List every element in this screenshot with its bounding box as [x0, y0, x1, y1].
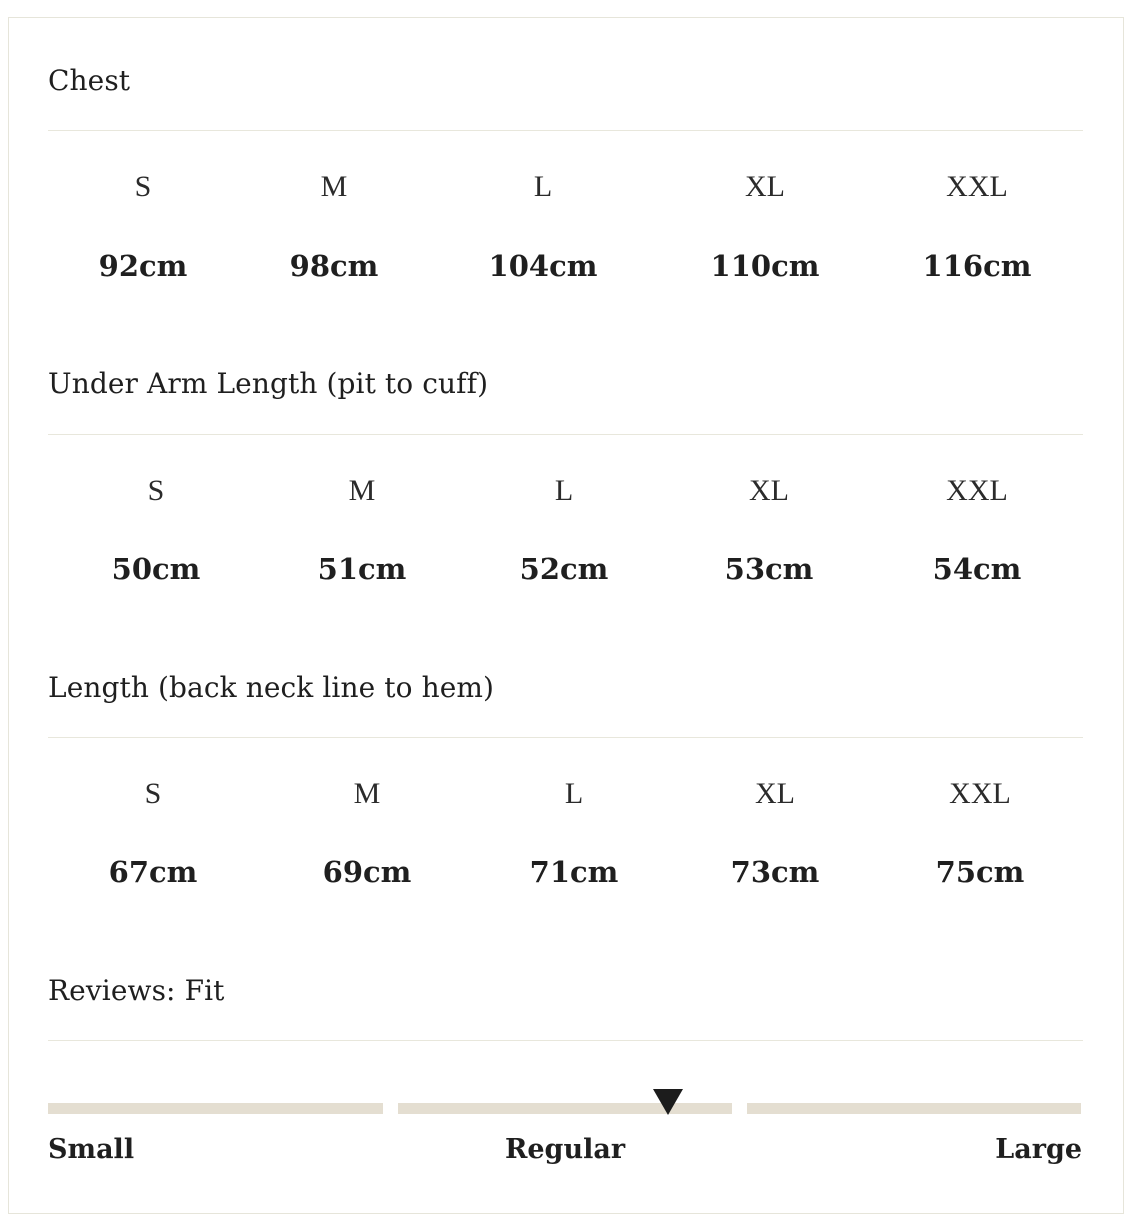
size-label-s: S — [134, 170, 152, 203]
size-label-l: L — [564, 777, 584, 810]
size-value-l: 52cm — [519, 552, 609, 586]
size-label-xxl: XXL — [946, 474, 1008, 507]
arm-size-values — [48, 552, 1083, 586]
length-title: Length (back neck line to hem) — [48, 671, 495, 704]
chest-section — [48, 64, 1083, 97]
size-label-xl: XL — [749, 474, 789, 507]
arm-size-labels — [48, 474, 1083, 507]
length-size-values — [48, 855, 1083, 889]
size-value-m: 69cm — [322, 855, 412, 889]
size-label-xxl: XXL — [949, 777, 1011, 810]
fit-label-small: Small — [48, 1134, 135, 1165]
fit-label-regular: Regular — [504, 1134, 626, 1165]
size-value-xxl: 54cm — [932, 552, 1022, 586]
size-label-xl: XL — [755, 777, 795, 810]
size-value-xxl: 116cm — [922, 249, 1032, 283]
size-label-xxl: XXL — [946, 170, 1008, 203]
length-section — [48, 671, 1083, 704]
arm-title: Under Arm Length (pit to cuff) — [48, 367, 489, 400]
chest-size-values — [48, 249, 1083, 283]
size-label-s: S — [147, 474, 165, 507]
chest-size-labels — [48, 170, 1083, 203]
reviews-fit-section — [48, 974, 1083, 1007]
size-label-l: L — [533, 170, 553, 203]
size-label-s: S — [144, 777, 162, 810]
size-value-xl: 53cm — [724, 552, 814, 586]
size-label-xl: XL — [745, 170, 785, 203]
size-value-s: 67cm — [108, 855, 198, 889]
size-value-m: 98cm — [289, 249, 379, 283]
size-label-m: M — [348, 474, 376, 507]
size-value-s: 50cm — [111, 552, 201, 586]
reviews-fit-divider — [48, 1040, 1083, 1041]
arm-section — [48, 367, 1083, 400]
reviews-fit-title: Reviews: Fit — [48, 974, 225, 1007]
size-value-s: 92cm — [98, 249, 188, 283]
fit-bar-small — [48, 1103, 383, 1114]
fit-label-large: Large — [995, 1134, 1082, 1165]
chest-divider — [48, 130, 1083, 131]
chest-title: Chest — [48, 64, 131, 97]
fit-marker-icon — [653, 1089, 683, 1115]
size-value-xxl: 75cm — [935, 855, 1025, 889]
size-label-m: M — [320, 170, 348, 203]
size-value-l: 71cm — [529, 855, 619, 889]
size-label-m: M — [353, 777, 381, 810]
size-value-m: 51cm — [317, 552, 407, 586]
length-size-labels — [48, 777, 1083, 810]
arm-divider — [48, 434, 1083, 435]
fit-bar-large — [747, 1103, 1081, 1114]
length-divider — [48, 737, 1083, 738]
size-value-xl: 110cm — [710, 249, 820, 283]
size-label-l: L — [554, 474, 574, 507]
size-value-l: 104cm — [488, 249, 598, 283]
size-value-xl: 73cm — [730, 855, 820, 889]
